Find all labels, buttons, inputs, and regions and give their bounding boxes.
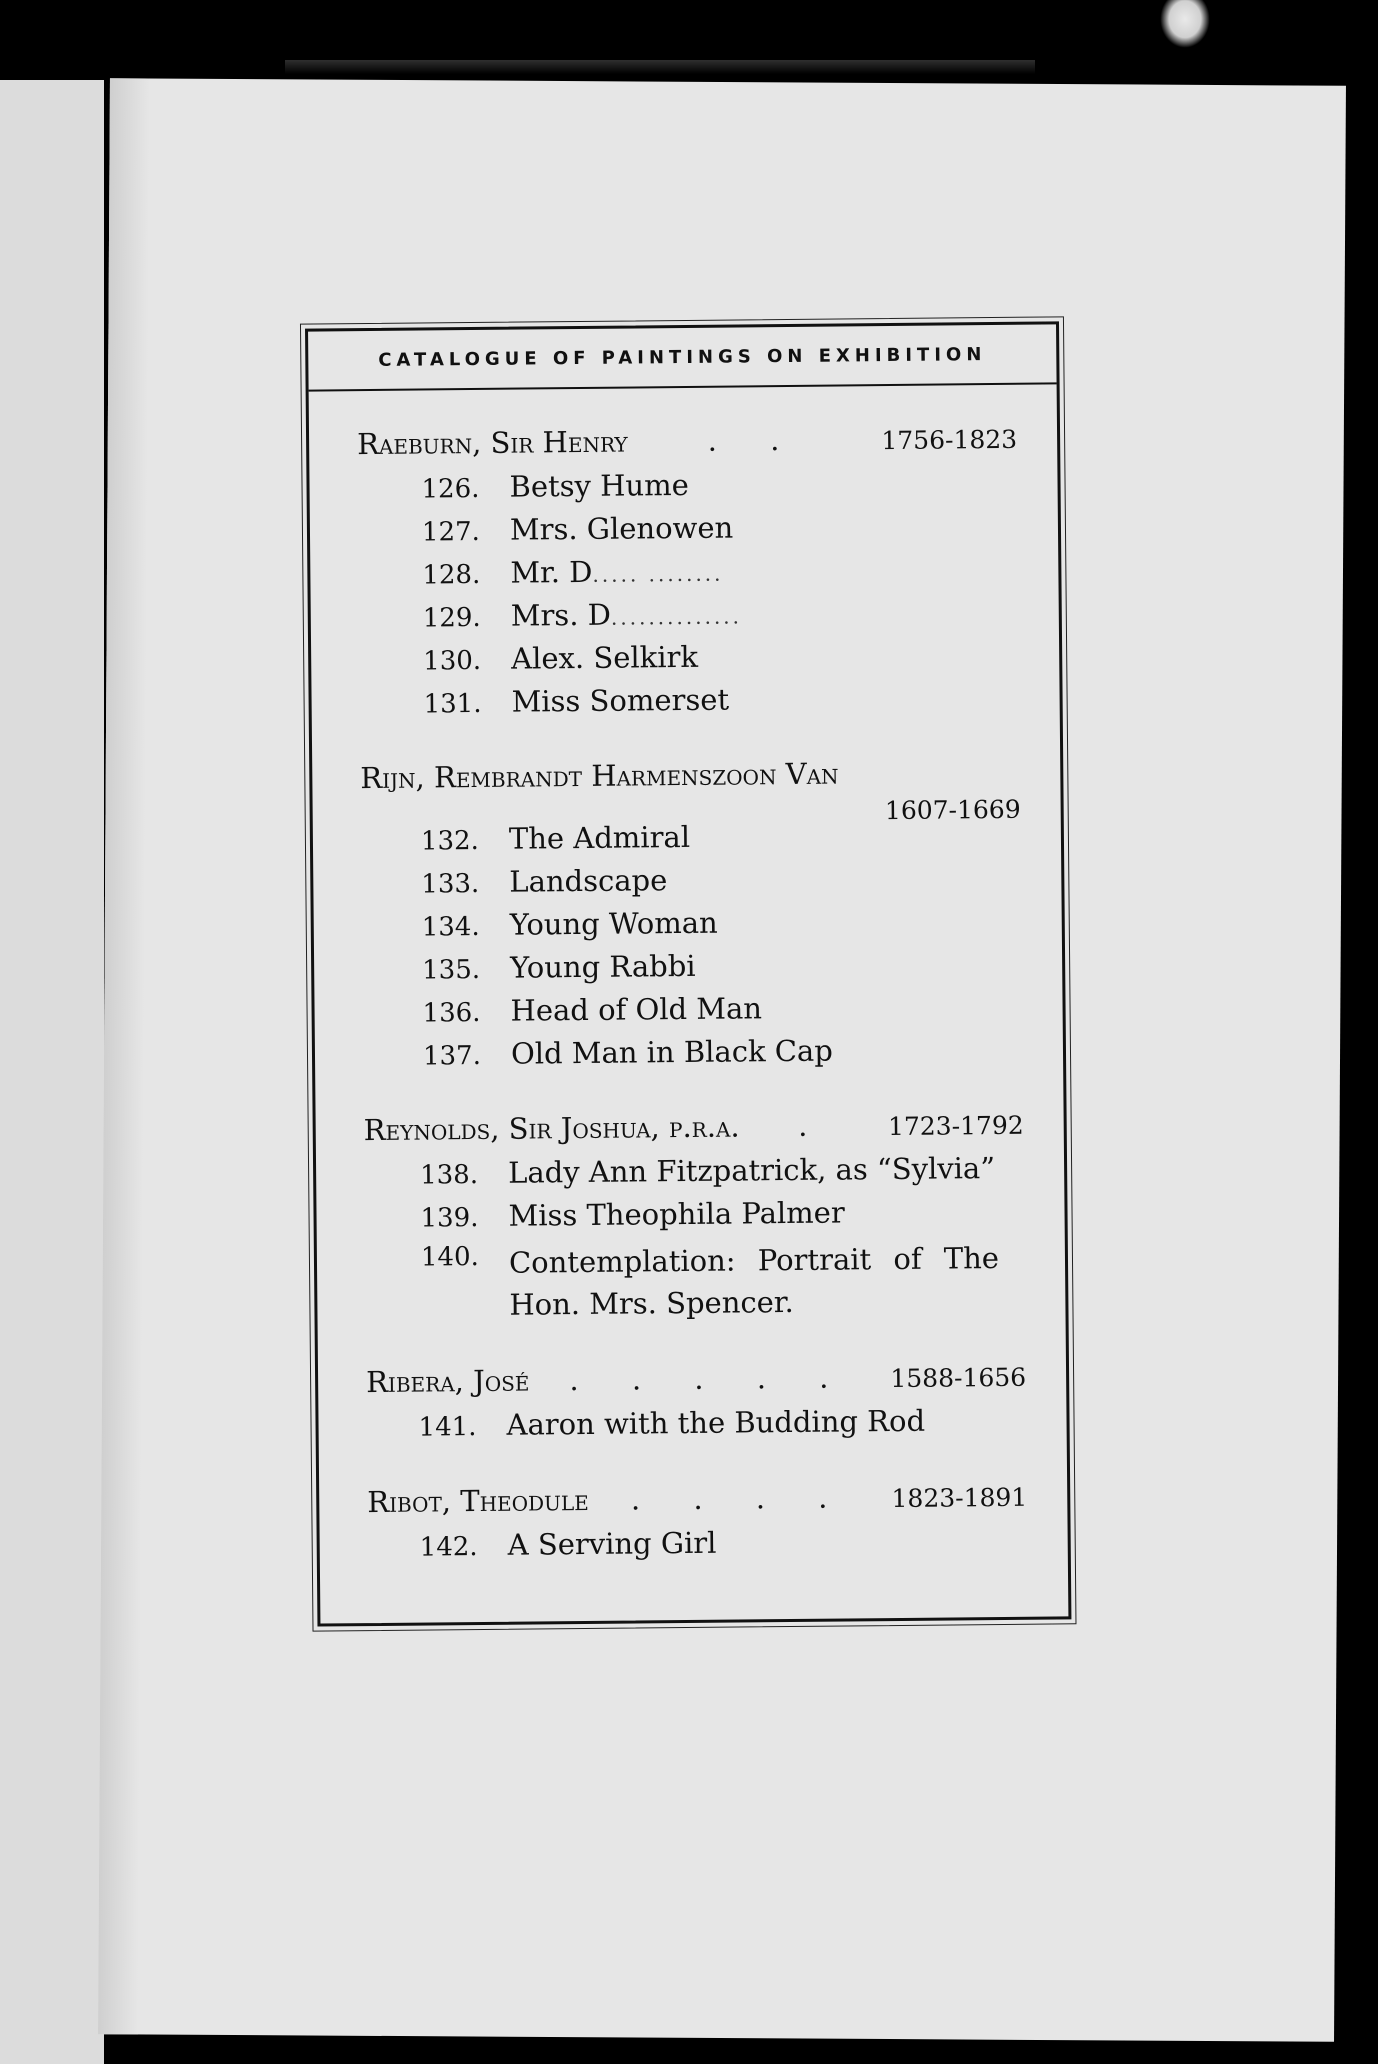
catalogue-header (308, 324, 1057, 391)
entry-number: 127. (421, 516, 481, 548)
catalogue-entry (423, 640, 698, 677)
catalogue-entry (423, 596, 742, 633)
catalogue-entry (422, 949, 696, 986)
catalogue-entry (421, 1237, 1000, 1327)
entry-number: 130. (423, 645, 482, 677)
entry-number: 138. (420, 1159, 479, 1191)
entry-number: 141. (418, 1412, 477, 1443)
entry-title: Young Woman (509, 905, 718, 942)
entry-number: 129. (422, 602, 481, 634)
spine-shadow (98, 78, 150, 2034)
entry-title: Aaron with the Budding Rod (506, 1403, 926, 1442)
entry-title: Landscape (509, 863, 668, 899)
entry-number: 135. (422, 954, 481, 986)
entry-title: Mr. D (510, 554, 593, 590)
artist-dates: 1607-1669 (884, 794, 1021, 826)
leader-dots: . . . . . (569, 1360, 851, 1398)
artist-dates: 1756-1823 (881, 424, 1018, 456)
entry-title: Young Rabbi (509, 948, 696, 985)
entry-title: Miss Theophila Palmer (508, 1195, 845, 1233)
entry-title: Head of Old Man (510, 991, 763, 1028)
entry-title: Old Man in Black Cap (510, 1033, 833, 1071)
entry-title: Lady Ann Fitzpatrick, as “Sylvia” (507, 1151, 996, 1190)
leader-dots: . . (707, 422, 802, 458)
entry-title: The Admiral (508, 819, 691, 856)
entry-number: 134. (421, 911, 480, 943)
artist-name: Reynolds, Sir Joshua, p.r.a. (363, 1109, 740, 1148)
entry-title: Mrs. D (510, 597, 612, 633)
catalogue-entry (421, 863, 667, 899)
catalogue-entry (422, 554, 723, 591)
artist-dates: 1588-1656 (890, 1362, 1027, 1394)
entry-title: Miss Somerset (511, 682, 730, 719)
entry-title: A Serving Girl (507, 1525, 717, 1562)
artist-heading (360, 755, 1020, 795)
artist-heading (366, 1359, 1026, 1399)
catalogue-entry (420, 1526, 717, 1563)
entry-number: 137. (422, 1040, 482, 1072)
entry-title: Contemplation: Portrait of The Hon. Mrs. Spencer. (508, 1241, 1000, 1322)
catalogue-entry (423, 683, 729, 720)
catalogue-entry (420, 1195, 845, 1233)
entry-number: 132. (420, 825, 479, 857)
artist-heading (357, 421, 1017, 461)
scan-shadow (285, 60, 1035, 74)
artist-dates: 1823-1891 (891, 1482, 1028, 1514)
scan-speck (1160, 0, 1210, 48)
entry-number: 126. (421, 473, 480, 505)
entry-title: Alex. Selkirk (511, 639, 699, 676)
artist-name: Rijn, Rembrandt Harmenszoon Van (360, 756, 839, 796)
catalogue-entry (421, 820, 690, 857)
catalogue-frame (305, 321, 1071, 1626)
artist-heading (364, 1107, 1024, 1147)
catalogue-entry (423, 1034, 833, 1072)
entry-number: 139. (420, 1202, 479, 1234)
entry-number: 136. (422, 997, 481, 1029)
leader-dots: . (798, 1108, 830, 1143)
leader-dots: . . . . (630, 1480, 850, 1517)
entry-number: 128. (422, 559, 481, 591)
entry-trailing-dots: .............. (610, 604, 743, 630)
artist-name: Ribot, Theodule (367, 1482, 589, 1520)
entry-number: 131. (423, 688, 482, 720)
facing-page-edge (0, 80, 104, 2064)
catalogue-entry (422, 906, 718, 943)
catalogue-title: CATALOGUE OF PAINTINGS ON EXHIBITION (378, 343, 987, 371)
artist-heading (367, 1479, 1027, 1519)
entry-title: Betsy Hume (509, 467, 689, 504)
catalogue-entry (420, 1151, 995, 1191)
entry-title: Mrs. Glenowen (509, 510, 734, 547)
artist-dates: 1723-1792 (887, 1110, 1024, 1142)
entry-number: 133. (421, 868, 480, 900)
catalogue-entry (422, 511, 734, 548)
entry-trailing-dots: ..... ........ (592, 561, 724, 587)
artist-name: Ribera, José (365, 1363, 530, 1400)
catalogue-entry (422, 991, 762, 1028)
catalogue-entry (421, 468, 689, 505)
catalogue-entry (418, 1404, 925, 1443)
entry-number: 140. (420, 1241, 479, 1273)
entry-number: 142. (419, 1532, 478, 1563)
artist-name: Raeburn, Sir Henry (356, 424, 628, 462)
